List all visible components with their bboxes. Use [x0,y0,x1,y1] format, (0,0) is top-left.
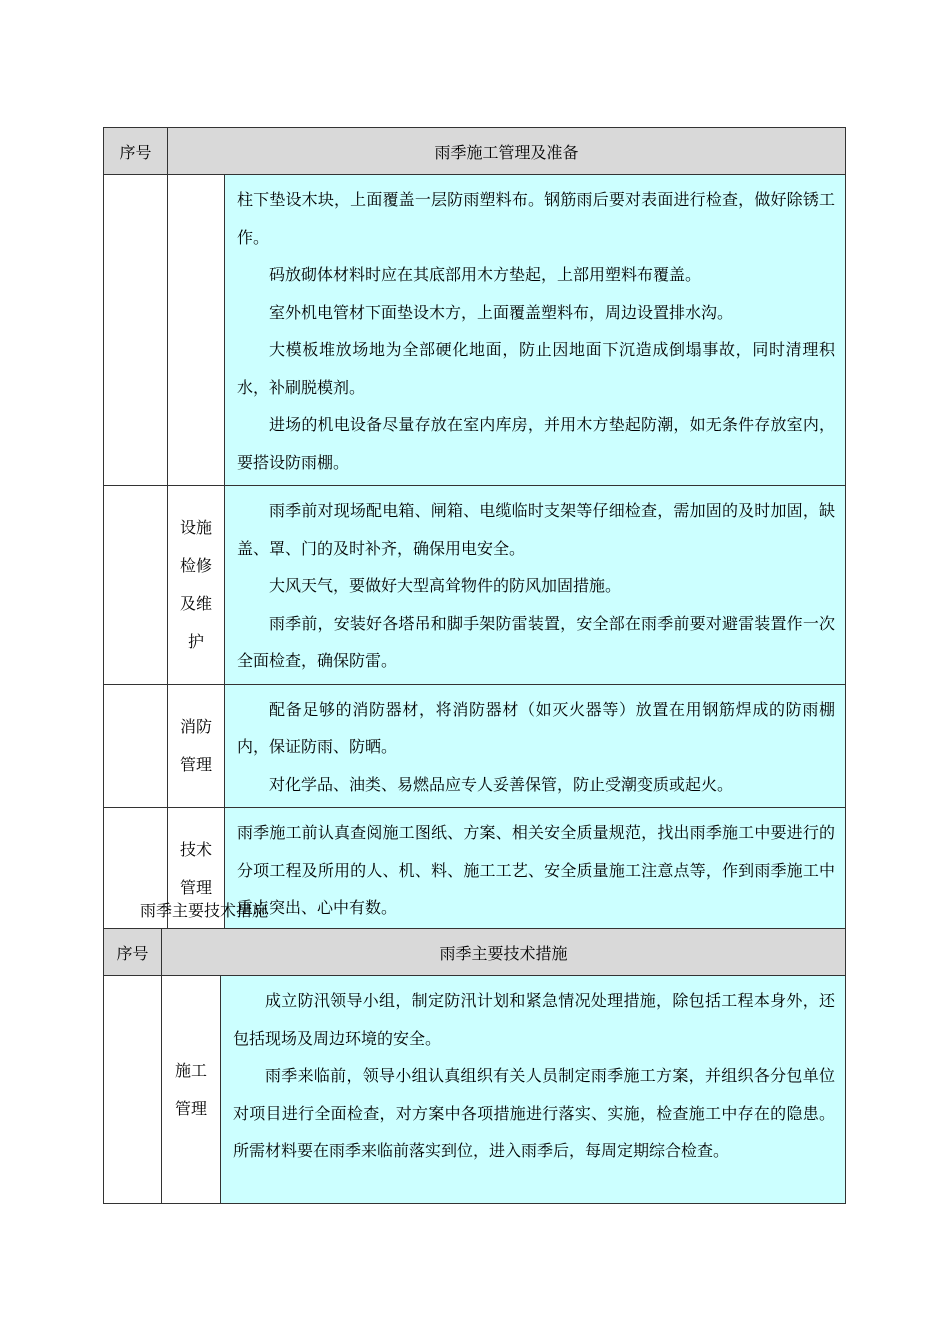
table-row [104,486,846,685]
paragraph: 配备足够的消防器材，将消防器材（如灭火器等）放置在用钢筋焊成的防雨棚内，保证防雨、防晒。 [237,699,836,756]
header-title: 雨季主要技术措施 [162,929,846,976]
table-header-row [104,929,846,976]
category-cell: 技术管理 [168,808,225,932]
content-cell [225,486,846,685]
content-cell [225,175,846,486]
seq-cell [104,684,168,808]
paragraph: 码放砌体材料时应在其底部用木方垫起，上部用塑料布覆盖。 [269,265,702,284]
paragraph: 柱下垫设木块，上面覆盖一层防雨塑料布。钢筋雨后要对表面进行检查，做好除锈工作。 [237,190,836,247]
header-seq: 序号 [104,929,162,976]
table-row [104,175,846,486]
paragraph: 大模板堆放场地为全部硬化地面，防止因地面下沉造成倒塌事故，同时清理积水，补刷脱模剂。 [237,340,836,397]
paragraph: 雨季前对现场配电箱、闸箱、电缆临时支架等仔细检查，需加固的及时加固，缺盖、罩、门的及时补齐，确保用电安全。 [237,501,836,558]
section-caption: 雨季主要技术措施 [140,901,269,920]
paragraph: 室外机电管材下面垫设木方，上面覆盖塑料布，周边设置排水沟。 [269,302,734,322]
content-cell [225,808,846,932]
paragraph: 成立防汛领导小组，制定防汛计划和紧急情况处理措施，除包括工程本身外，还包括现场及周边环境的安全。 [233,991,836,1048]
paragraph: 大风天气，要做好大型高耸物件的防风加固措施。 [269,576,622,595]
table-technical-measures [103,928,846,1204]
table-construction-prep [103,127,846,932]
table-header-row [104,128,846,175]
category-cell: 设施检修及维护 [168,486,225,685]
category-cell: 施工管理 [162,976,221,1204]
seq-cell [104,486,168,685]
table-row [104,684,846,808]
seq-cell [104,976,162,1204]
paragraph: 雨季施工前认真查阅施工图纸、方案、相关安全质量规范，找出雨季施工中要进行的分项工程及所用的人、机、料、施工工艺、安全质量施工注意点等，作到雨季施工中重点突出、心中有数。 [237,823,836,917]
content-cell [221,976,846,1204]
seq-cell [104,175,168,486]
paragraph: 进场的机电设备尽量存放在室内库房，并用木方垫起防潮，如无条件存放室内，要搭设防雨棚。 [237,415,836,472]
paragraph: 雨季来临前，领导小组认真组织有关人员制定雨季施工方案，并组织各分包单位对项目进行全面检查，对方案中各项措施进行落实、实施，检查施工中存在的隐患。所需材料要在雨季来临前落实到位，进入雨季后，每周定期综合检查。 [233,1066,836,1160]
category-cell [168,175,225,486]
paragraph: 对化学品、油类、易燃品应专人妥善保管，防止受潮变质或起火。 [269,774,734,794]
category-cell: 消防管理 [168,684,225,808]
content-cell [225,684,846,808]
header-title: 雨季施工管理及准备 [168,128,846,175]
paragraph: 雨季前，安装好各塔吊和脚手架防雷装置，安全部在雨季前要对避雷装置作一次全面检查，确保防雷。 [237,613,836,670]
header-seq: 序号 [104,128,168,175]
table-row [104,976,846,1204]
